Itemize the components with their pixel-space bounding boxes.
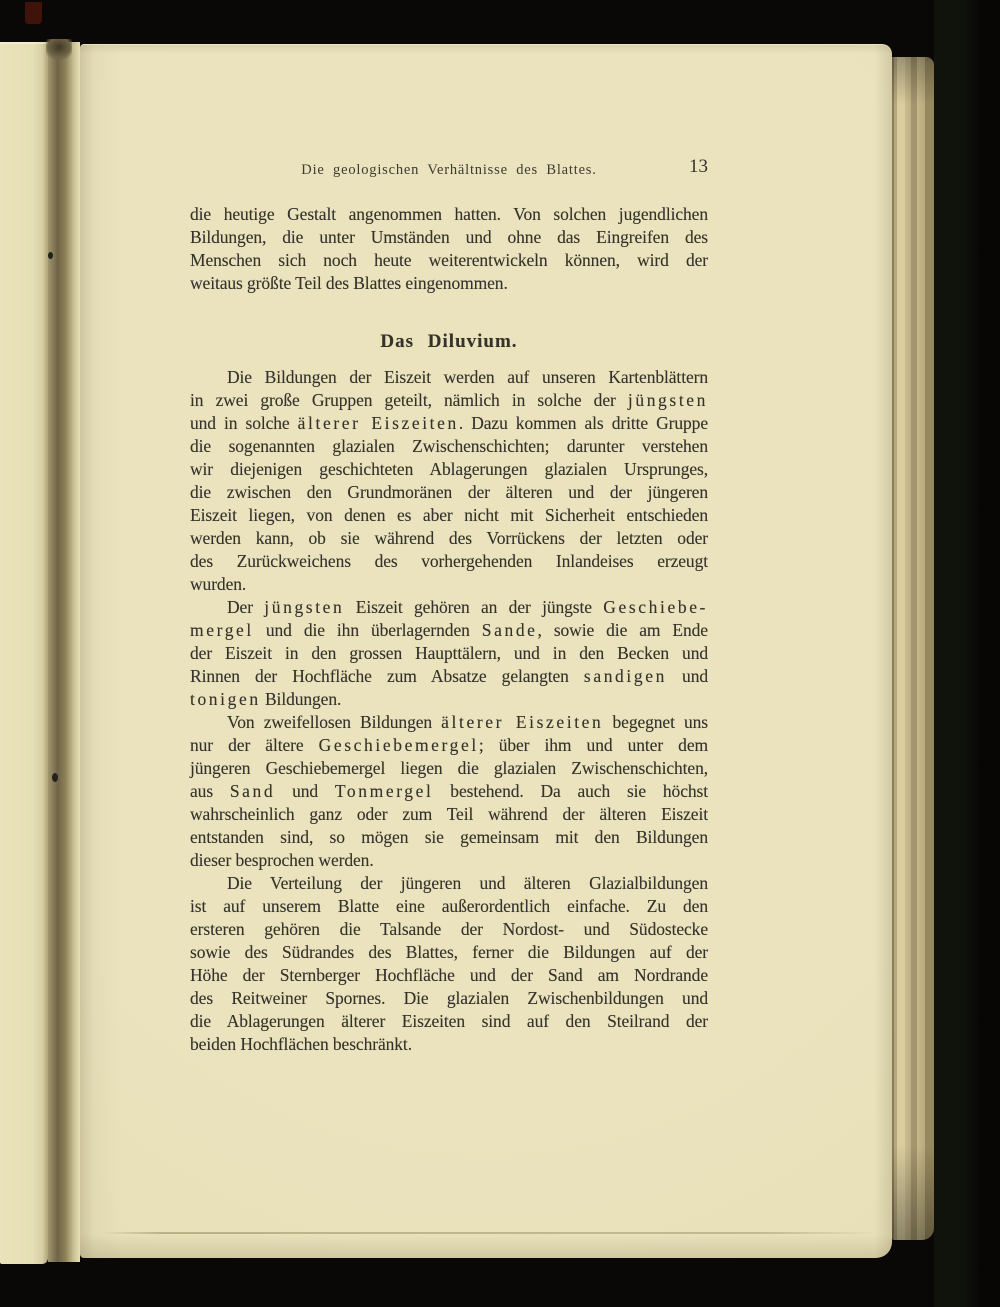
page-edges bbox=[892, 57, 934, 1240]
paragraph bbox=[190, 711, 708, 872]
text-line: werden kann, ob sie während des Vorrückens der letzten oder bbox=[190, 528, 708, 548]
text-line: nur der ältere Geschiebemergel; über ihm und unter dem bbox=[190, 735, 709, 755]
facing-page-edge bbox=[0, 42, 48, 1264]
section-heading: Das Diluvium. bbox=[380, 331, 518, 352]
paragraph bbox=[190, 596, 708, 711]
underlying-page-crease bbox=[100, 1232, 880, 1234]
text-line: des Zurückweichens des vorhergehenden Inlandeises erzeugt bbox=[190, 551, 708, 571]
running-title: Die geologischen Verhältnisse des Blattes. bbox=[301, 162, 597, 178]
emphasized-text: jüngsten bbox=[627, 390, 708, 410]
body-text bbox=[190, 203, 708, 1056]
text-line: Rinnen der Hochfläche zum Absatze gelangten sandigen und bbox=[190, 666, 708, 686]
gutter-shadow-top bbox=[46, 39, 72, 59]
book-cover-edge bbox=[934, 0, 1000, 1307]
text-line: die Ablagerungen älterer Eiszeiten sind auf den Steilrand der bbox=[190, 1011, 708, 1031]
book-page bbox=[80, 44, 892, 1258]
emphasized-text: tonigen bbox=[190, 689, 261, 709]
text-line: ist auf unserem Blatte eine außerordentlich einfache. Zu den bbox=[190, 896, 708, 916]
page-speck bbox=[48, 252, 53, 259]
text-line: der Eiszeit in den grossen Haupttälern, und in den Becken und bbox=[190, 643, 708, 663]
emphasized-text: älterer Eiszeiten bbox=[297, 413, 459, 433]
gutter-shadow bbox=[48, 42, 80, 1262]
text-line: wir diejenigen geschichteten Ablagerungen glazialen Ursprunges, bbox=[190, 459, 708, 479]
text-line: dieser besprochen werden. bbox=[190, 850, 374, 870]
emphasized-text: Sand bbox=[229, 781, 276, 801]
text-line: Höhe der Sternberger Hochfläche und der Sand am Nordrande bbox=[190, 965, 708, 985]
page-speck bbox=[52, 773, 58, 782]
text-line: jüngeren Geschiebemergel liegen die glazialen Zwischenschichten, bbox=[190, 758, 708, 778]
text-line: weitaus größte Teil des Blattes eingenommen. bbox=[190, 273, 508, 293]
text-line: tonigen Bildungen. bbox=[190, 689, 342, 709]
binding-mark bbox=[25, 2, 42, 24]
emphasized-text: sandigen bbox=[583, 666, 667, 686]
text-line: und in solche älterer Eiszeiten. Dazu kommen als dritte Gruppe bbox=[190, 413, 708, 433]
text-line: wahrscheinlich ganz oder zum Teil während der älteren Eiszeit bbox=[190, 804, 708, 824]
paragraph bbox=[190, 366, 708, 596]
text-line: beiden Hochflächen beschränkt. bbox=[190, 1034, 412, 1054]
text-line: Menschen sich noch heute weiterentwickeln können, wird der bbox=[190, 250, 708, 270]
text-line: Die Bildungen der Eiszeit werden auf unseren Kartenblättern bbox=[227, 367, 708, 387]
emphasized-text: Geschiebemergel bbox=[318, 735, 479, 755]
text-line: des Reitweiner Spornes. Die glazialen Zwischenbildungen und bbox=[190, 988, 708, 1008]
text-line: ersteren gehören die Talsande der Nordost- und Südostecke bbox=[190, 919, 708, 939]
emphasized-text: älterer Eiszeiten bbox=[441, 712, 604, 732]
paragraph bbox=[190, 872, 708, 1056]
text-line: in zwei große Gruppen geteilt, nämlich in solche der jüngsten bbox=[190, 390, 708, 410]
text-line: wurden. bbox=[190, 574, 247, 594]
text-line: aus Sand und Tonmergel bestehend. Da auch sie höchst bbox=[190, 781, 708, 801]
text-line: Bildungen, die unter Umständen und ohne das Eingreifen des bbox=[190, 227, 708, 247]
emphasized-text: Geschiebe- bbox=[603, 597, 708, 617]
text-line: mergel und die ihn überlagernden Sande, sowie die am Ende bbox=[190, 620, 708, 640]
emphasized-text: Tonmergel bbox=[334, 781, 434, 801]
text-line: sowie des Südrandes des Blattes, ferner die Bildungen auf der bbox=[190, 942, 708, 962]
text-line: die zwischen den Grundmoränen der älteren und der jüngeren bbox=[190, 482, 708, 502]
text-line: die sogenannten glazialen Zwischenschichten; darunter verstehen bbox=[190, 436, 708, 456]
text-line: Die Verteilung der jüngeren und älteren Glazialbildungen bbox=[227, 873, 708, 893]
text-line: Der jüngsten Eiszeit gehören an der jüngste Geschiebe- bbox=[227, 597, 708, 617]
emphasized-text: mergel bbox=[190, 620, 254, 640]
emphasized-text: Sande bbox=[481, 620, 538, 640]
paragraph bbox=[190, 203, 708, 295]
emphasized-text: jüngsten bbox=[264, 597, 345, 617]
page-number: 13 bbox=[689, 156, 708, 177]
text-line: Eiszeit liegen, von denen es aber nicht mit Sicherheit entschieden bbox=[190, 505, 708, 525]
text-line: die heutige Gestalt angenommen hatten. Von solchen jugendlichen bbox=[190, 204, 708, 224]
text-line: entstanden sind, so mögen sie gemeinsam mit den Bildungen bbox=[190, 827, 708, 847]
text-line: Von zweifellosen Bildungen älterer Eiszeiten begegnet uns bbox=[227, 712, 708, 732]
